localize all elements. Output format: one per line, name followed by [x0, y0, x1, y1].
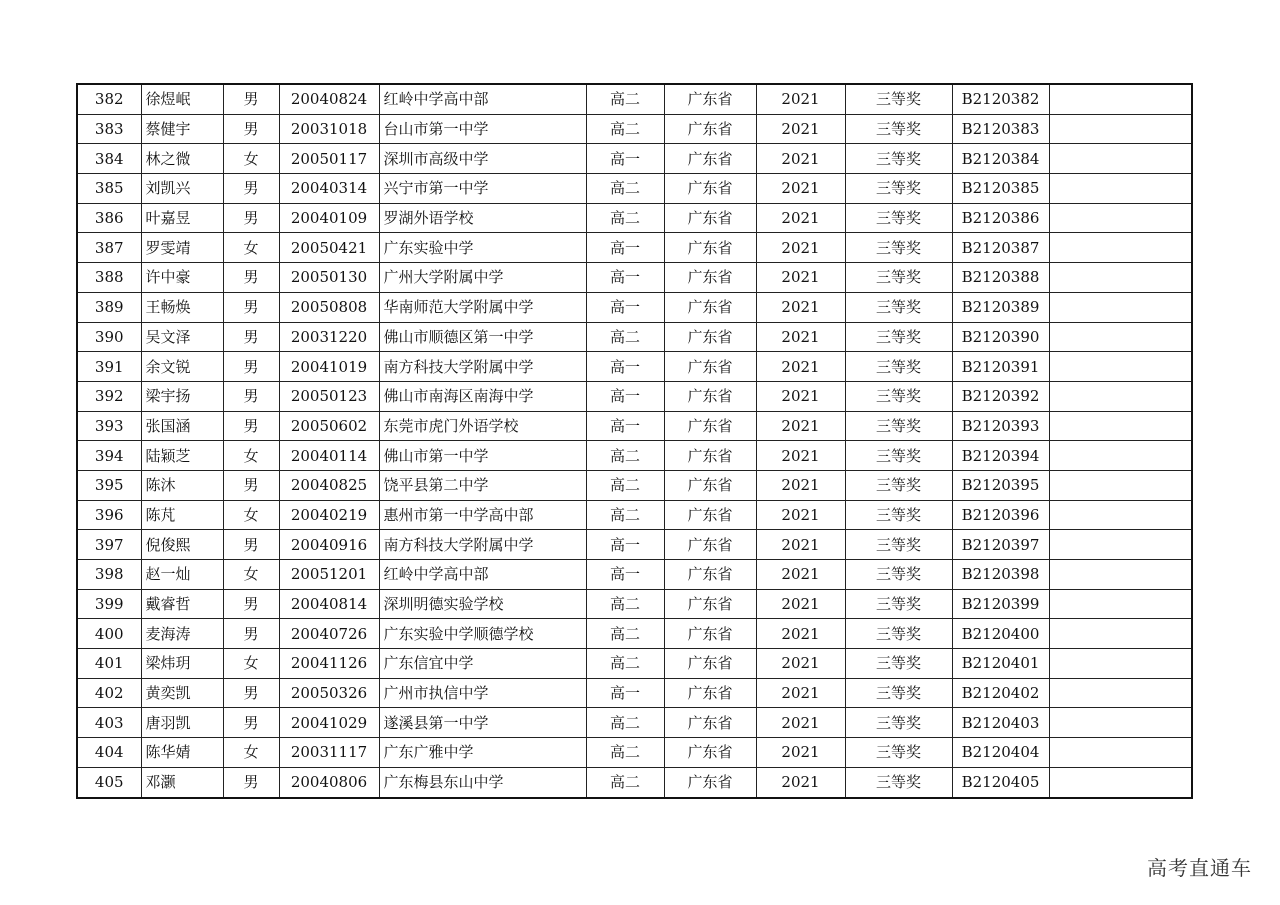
award-cell: 三等奖: [845, 322, 952, 352]
school-cell: 兴宁市第一中学: [379, 174, 586, 204]
table-row: [77, 322, 1192, 352]
name-cell: 罗雯靖: [141, 233, 223, 263]
grade-cell: 高一: [586, 381, 664, 411]
table-row: [77, 678, 1192, 708]
province-cell: 广东省: [664, 767, 756, 797]
index-cell: 404: [77, 738, 141, 768]
table-row: [77, 767, 1192, 797]
school-cell: 深圳市高级中学: [379, 144, 586, 174]
certificate-id-cell: B2120385: [952, 174, 1049, 204]
school-cell: 华南师范大学附属中学: [379, 292, 586, 322]
name-cell: 吴文泽: [141, 322, 223, 352]
province-cell: 广东省: [664, 530, 756, 560]
grade-cell: 高一: [586, 292, 664, 322]
index-cell: 390: [77, 322, 141, 352]
award-cell: 三等奖: [845, 441, 952, 471]
index-cell: 389: [77, 292, 141, 322]
index-cell: 385: [77, 174, 141, 204]
name-cell: 陈芃: [141, 500, 223, 530]
school-cell: 佛山市南海区南海中学: [379, 381, 586, 411]
table-row: [77, 263, 1192, 293]
gender-cell: 男: [223, 292, 279, 322]
province-cell: 广东省: [664, 738, 756, 768]
watermark-text: 高考直通车: [1147, 856, 1252, 880]
birthdate-cell: 20040726: [279, 619, 379, 649]
school-cell: 遂溪县第一中学: [379, 708, 586, 738]
name-cell: 赵一灿: [141, 560, 223, 590]
birthdate-cell: 20040814: [279, 589, 379, 619]
name-cell: 唐羽凯: [141, 708, 223, 738]
certificate-id-cell: B2120382: [952, 84, 1049, 114]
remark-cell: [1049, 144, 1192, 174]
certificate-id-cell: B2120383: [952, 114, 1049, 144]
school-cell: 红岭中学高中部: [379, 84, 586, 114]
award-cell: 三等奖: [845, 381, 952, 411]
remark-cell: [1049, 530, 1192, 560]
birthdate-cell: 20050117: [279, 144, 379, 174]
gender-cell: 女: [223, 144, 279, 174]
grade-cell: 高二: [586, 470, 664, 500]
table-row: [77, 352, 1192, 382]
gender-cell: 男: [223, 589, 279, 619]
grade-cell: 高二: [586, 500, 664, 530]
gender-cell: 男: [223, 381, 279, 411]
province-cell: 广东省: [664, 263, 756, 293]
birthdate-cell: 20041019: [279, 352, 379, 382]
award-cell: 三等奖: [845, 174, 952, 204]
table-row: [77, 619, 1192, 649]
gender-cell: 男: [223, 263, 279, 293]
name-cell: 陈沐: [141, 470, 223, 500]
birthdate-cell: 20040314: [279, 174, 379, 204]
gender-cell: 女: [223, 560, 279, 590]
remark-cell: [1049, 441, 1192, 471]
province-cell: 广东省: [664, 411, 756, 441]
index-cell: 388: [77, 263, 141, 293]
name-cell: 陆颖芝: [141, 441, 223, 471]
table-row: [77, 530, 1192, 560]
gender-cell: 男: [223, 174, 279, 204]
school-cell: 红岭中学高中部: [379, 560, 586, 590]
certificate-id-cell: B2120405: [952, 767, 1049, 797]
remark-cell: [1049, 174, 1192, 204]
remark-cell: [1049, 767, 1192, 797]
index-cell: 386: [77, 203, 141, 233]
name-cell: 梁炜玥: [141, 649, 223, 679]
year-cell: 2021: [756, 381, 845, 411]
province-cell: 广东省: [664, 441, 756, 471]
award-cell: 三等奖: [845, 589, 952, 619]
award-cell: 三等奖: [845, 530, 952, 560]
name-cell: 刘凯兴: [141, 174, 223, 204]
award-cell: 三等奖: [845, 144, 952, 174]
province-cell: 广东省: [664, 144, 756, 174]
gender-cell: 男: [223, 84, 279, 114]
grade-cell: 高二: [586, 619, 664, 649]
table-row: [77, 381, 1192, 411]
index-cell: 405: [77, 767, 141, 797]
year-cell: 2021: [756, 500, 845, 530]
name-cell: 陈华婧: [141, 738, 223, 768]
year-cell: 2021: [756, 144, 845, 174]
name-cell: 许中豪: [141, 263, 223, 293]
certificate-id-cell: B2120397: [952, 530, 1049, 560]
gender-cell: 男: [223, 322, 279, 352]
name-cell: 林之微: [141, 144, 223, 174]
index-cell: 395: [77, 470, 141, 500]
birthdate-cell: 20031018: [279, 114, 379, 144]
province-cell: 广东省: [664, 84, 756, 114]
remark-cell: [1049, 560, 1192, 590]
name-cell: 邓灏: [141, 767, 223, 797]
province-cell: 广东省: [664, 649, 756, 679]
certificate-id-cell: B2120402: [952, 678, 1049, 708]
birthdate-cell: 20041126: [279, 649, 379, 679]
name-cell: 蔡健宇: [141, 114, 223, 144]
remark-cell: [1049, 411, 1192, 441]
remark-cell: [1049, 322, 1192, 352]
grade-cell: 高一: [586, 411, 664, 441]
year-cell: 2021: [756, 738, 845, 768]
province-cell: 广东省: [664, 500, 756, 530]
gender-cell: 男: [223, 352, 279, 382]
grade-cell: 高二: [586, 114, 664, 144]
remark-cell: [1049, 84, 1192, 114]
remark-cell: [1049, 352, 1192, 382]
province-cell: 广东省: [664, 174, 756, 204]
province-cell: 广东省: [664, 678, 756, 708]
birthdate-cell: 20040109: [279, 203, 379, 233]
name-cell: 梁宇扬: [141, 381, 223, 411]
school-cell: 广东广雅中学: [379, 738, 586, 768]
grade-cell: 高一: [586, 233, 664, 263]
birthdate-cell: 20040824: [279, 84, 379, 114]
certificate-id-cell: B2120396: [952, 500, 1049, 530]
year-cell: 2021: [756, 678, 845, 708]
province-cell: 广东省: [664, 233, 756, 263]
table-row: [77, 470, 1192, 500]
grade-cell: 高一: [586, 144, 664, 174]
table-row: [77, 589, 1192, 619]
grade-cell: 高二: [586, 649, 664, 679]
remark-cell: [1049, 500, 1192, 530]
year-cell: 2021: [756, 441, 845, 471]
table-row: [77, 114, 1192, 144]
remark-cell: [1049, 649, 1192, 679]
table-row: [77, 292, 1192, 322]
table-row: [77, 738, 1192, 768]
index-cell: 387: [77, 233, 141, 263]
table-row: [77, 500, 1192, 530]
table-row: [77, 708, 1192, 738]
grade-cell: 高二: [586, 84, 664, 114]
year-cell: 2021: [756, 203, 845, 233]
certificate-id-cell: B2120392: [952, 381, 1049, 411]
certificate-id-cell: B2120398: [952, 560, 1049, 590]
gender-cell: 女: [223, 738, 279, 768]
award-cell: 三等奖: [845, 738, 952, 768]
gender-cell: 男: [223, 678, 279, 708]
index-cell: 403: [77, 708, 141, 738]
remark-cell: [1049, 292, 1192, 322]
certificate-id-cell: B2120399: [952, 589, 1049, 619]
certificate-id-cell: B2120403: [952, 708, 1049, 738]
year-cell: 2021: [756, 767, 845, 797]
province-cell: 广东省: [664, 114, 756, 144]
certificate-id-cell: B2120387: [952, 233, 1049, 263]
province-cell: 广东省: [664, 589, 756, 619]
year-cell: 2021: [756, 174, 845, 204]
table-row: [77, 203, 1192, 233]
award-cell: 三等奖: [845, 500, 952, 530]
grade-cell: 高二: [586, 738, 664, 768]
gender-cell: 男: [223, 470, 279, 500]
province-cell: 广东省: [664, 470, 756, 500]
table-row: [77, 441, 1192, 471]
table-row: [77, 84, 1192, 114]
name-cell: 倪俊熙: [141, 530, 223, 560]
school-cell: 台山市第一中学: [379, 114, 586, 144]
certificate-id-cell: B2120390: [952, 322, 1049, 352]
birthdate-cell: 20040114: [279, 441, 379, 471]
award-cell: 三等奖: [845, 619, 952, 649]
gender-cell: 女: [223, 233, 279, 263]
school-cell: 佛山市第一中学: [379, 441, 586, 471]
award-cell: 三等奖: [845, 708, 952, 738]
table-row: [77, 233, 1192, 263]
certificate-id-cell: B2120394: [952, 441, 1049, 471]
gender-cell: 男: [223, 708, 279, 738]
birthdate-cell: 20031220: [279, 322, 379, 352]
name-cell: 麦海涛: [141, 619, 223, 649]
index-cell: 397: [77, 530, 141, 560]
province-cell: 广东省: [664, 381, 756, 411]
gender-cell: 男: [223, 767, 279, 797]
remark-cell: [1049, 233, 1192, 263]
award-cell: 三等奖: [845, 84, 952, 114]
year-cell: 2021: [756, 470, 845, 500]
grade-cell: 高一: [586, 678, 664, 708]
birthdate-cell: 20051201: [279, 560, 379, 590]
province-cell: 广东省: [664, 708, 756, 738]
year-cell: 2021: [756, 530, 845, 560]
index-cell: 382: [77, 84, 141, 114]
award-cell: 三等奖: [845, 411, 952, 441]
birthdate-cell: 20050130: [279, 263, 379, 293]
index-cell: 394: [77, 441, 141, 471]
award-cell: 三等奖: [845, 767, 952, 797]
gender-cell: 男: [223, 619, 279, 649]
province-cell: 广东省: [664, 292, 756, 322]
year-cell: 2021: [756, 619, 845, 649]
award-cell: 三等奖: [845, 263, 952, 293]
award-cell: 三等奖: [845, 292, 952, 322]
school-cell: 广东梅县东山中学: [379, 767, 586, 797]
grade-cell: 高二: [586, 322, 664, 352]
birthdate-cell: 20040825: [279, 470, 379, 500]
school-cell: 广州大学附属中学: [379, 263, 586, 293]
table-row: [77, 144, 1192, 174]
grade-cell: 高二: [586, 767, 664, 797]
grade-cell: 高一: [586, 263, 664, 293]
grade-cell: 高二: [586, 203, 664, 233]
name-cell: 徐煜岷: [141, 84, 223, 114]
award-cell: 三等奖: [845, 203, 952, 233]
name-cell: 余文锐: [141, 352, 223, 382]
index-cell: 396: [77, 500, 141, 530]
year-cell: 2021: [756, 560, 845, 590]
grade-cell: 高一: [586, 560, 664, 590]
certificate-id-cell: B2120389: [952, 292, 1049, 322]
award-cell: 三等奖: [845, 114, 952, 144]
name-cell: 王畅焕: [141, 292, 223, 322]
table-row: [77, 174, 1192, 204]
award-table: [76, 83, 1193, 799]
grade-cell: 高二: [586, 708, 664, 738]
award-cell: 三等奖: [845, 470, 952, 500]
province-cell: 广东省: [664, 322, 756, 352]
remark-cell: [1049, 470, 1192, 500]
gender-cell: 女: [223, 500, 279, 530]
year-cell: 2021: [756, 114, 845, 144]
index-cell: 393: [77, 411, 141, 441]
province-cell: 广东省: [664, 619, 756, 649]
certificate-id-cell: B2120401: [952, 649, 1049, 679]
name-cell: 张国涵: [141, 411, 223, 441]
award-cell: 三等奖: [845, 352, 952, 382]
school-cell: 深圳明德实验学校: [379, 589, 586, 619]
remark-cell: [1049, 678, 1192, 708]
gender-cell: 男: [223, 114, 279, 144]
table-row: [77, 649, 1192, 679]
grade-cell: 高二: [586, 174, 664, 204]
birthdate-cell: 20050602: [279, 411, 379, 441]
index-cell: 383: [77, 114, 141, 144]
year-cell: 2021: [756, 411, 845, 441]
gender-cell: 男: [223, 203, 279, 233]
certificate-id-cell: B2120384: [952, 144, 1049, 174]
certificate-id-cell: B2120386: [952, 203, 1049, 233]
remark-cell: [1049, 114, 1192, 144]
province-cell: 广东省: [664, 352, 756, 382]
gender-cell: 男: [223, 411, 279, 441]
birthdate-cell: 20050808: [279, 292, 379, 322]
certificate-id-cell: B2120388: [952, 263, 1049, 293]
award-cell: 三等奖: [845, 649, 952, 679]
remark-cell: [1049, 738, 1192, 768]
gender-cell: 女: [223, 441, 279, 471]
remark-cell: [1049, 589, 1192, 619]
table-row: [77, 411, 1192, 441]
index-cell: 398: [77, 560, 141, 590]
index-cell: 400: [77, 619, 141, 649]
name-cell: 叶嘉昱: [141, 203, 223, 233]
year-cell: 2021: [756, 708, 845, 738]
birthdate-cell: 20040916: [279, 530, 379, 560]
grade-cell: 高二: [586, 441, 664, 471]
index-cell: 392: [77, 381, 141, 411]
index-cell: 399: [77, 589, 141, 619]
certificate-id-cell: B2120391: [952, 352, 1049, 382]
remark-cell: [1049, 203, 1192, 233]
index-cell: 391: [77, 352, 141, 382]
year-cell: 2021: [756, 649, 845, 679]
province-cell: 广东省: [664, 560, 756, 590]
school-cell: 南方科技大学附属中学: [379, 530, 586, 560]
school-cell: 广东实验中学: [379, 233, 586, 263]
year-cell: 2021: [756, 233, 845, 263]
year-cell: 2021: [756, 84, 845, 114]
province-cell: 广东省: [664, 203, 756, 233]
school-cell: 广州市执信中学: [379, 678, 586, 708]
certificate-id-cell: B2120404: [952, 738, 1049, 768]
school-cell: 饶平县第二中学: [379, 470, 586, 500]
birthdate-cell: 20040806: [279, 767, 379, 797]
award-cell: 三等奖: [845, 233, 952, 263]
birthdate-cell: 20050326: [279, 678, 379, 708]
grade-cell: 高一: [586, 352, 664, 382]
year-cell: 2021: [756, 589, 845, 619]
index-cell: 384: [77, 144, 141, 174]
certificate-id-cell: B2120400: [952, 619, 1049, 649]
gender-cell: 女: [223, 649, 279, 679]
remark-cell: [1049, 381, 1192, 411]
birthdate-cell: 20050421: [279, 233, 379, 263]
birthdate-cell: 20040219: [279, 500, 379, 530]
remark-cell: [1049, 263, 1192, 293]
gender-cell: 男: [223, 530, 279, 560]
school-cell: 东莞市虎门外语学校: [379, 411, 586, 441]
year-cell: 2021: [756, 322, 845, 352]
grade-cell: 高一: [586, 530, 664, 560]
remark-cell: [1049, 619, 1192, 649]
year-cell: 2021: [756, 263, 845, 293]
birthdate-cell: 20050123: [279, 381, 379, 411]
school-cell: 罗湖外语学校: [379, 203, 586, 233]
school-cell: 惠州市第一中学高中部: [379, 500, 586, 530]
index-cell: 401: [77, 649, 141, 679]
year-cell: 2021: [756, 292, 845, 322]
table-row: [77, 560, 1192, 590]
school-cell: 南方科技大学附属中学: [379, 352, 586, 382]
year-cell: 2021: [756, 352, 845, 382]
birthdate-cell: 20041029: [279, 708, 379, 738]
school-cell: 广东信宜中学: [379, 649, 586, 679]
remark-cell: [1049, 708, 1192, 738]
birthdate-cell: 20031117: [279, 738, 379, 768]
award-cell: 三等奖: [845, 560, 952, 590]
grade-cell: 高二: [586, 589, 664, 619]
index-cell: 402: [77, 678, 141, 708]
name-cell: 黄奕凯: [141, 678, 223, 708]
school-cell: 佛山市顺德区第一中学: [379, 322, 586, 352]
school-cell: 广东实验中学顺德学校: [379, 619, 586, 649]
name-cell: 戴睿哲: [141, 589, 223, 619]
award-cell: 三等奖: [845, 678, 952, 708]
table-body: [77, 84, 1192, 798]
certificate-id-cell: B2120395: [952, 470, 1049, 500]
certificate-id-cell: B2120393: [952, 411, 1049, 441]
